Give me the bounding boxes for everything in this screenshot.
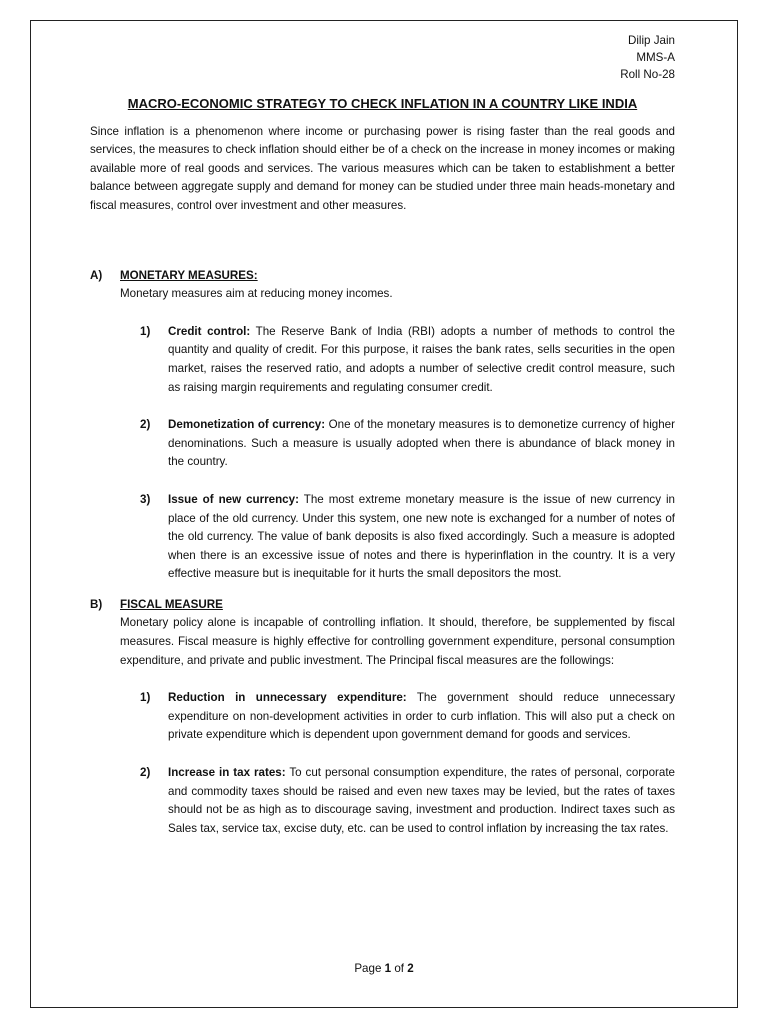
section-b-lead: Monetary policy alone is incapable of controlling inflation. It should, therefore, be supplemented by fiscal measures. Fiscal measure is highly effective for controlling government expenditure, personal consumption expenditure, and private and public investment. The Principal fiscal measures are the followings:	[120, 616, 675, 667]
page-footer	[0, 962, 768, 975]
item-text	[168, 323, 675, 397]
section-a-letter: A)	[90, 268, 103, 282]
item-body: One of the monetary measures is to demonetize currency of higher denominations. Such a measure is usually adopted when there is abundance of black money in the country.	[168, 418, 675, 469]
item-body: The government should reduce unnecessary expenditure on non-development activities in order to curb inflation. This will also put a check on private expenditure which is dependent upon government demand for goods and services.	[168, 691, 675, 742]
item-text	[168, 416, 675, 472]
section-a-body	[120, 285, 675, 584]
item-label: Demonetization of currency:	[168, 418, 326, 432]
footer-middle: of	[391, 962, 408, 975]
list-item	[140, 764, 675, 838]
item-number: 2)	[140, 766, 151, 780]
list-item	[140, 323, 675, 397]
document-title: MACRO-ECONOMIC STRATEGY TO CHECK INFLATION IN A COUNTRY LIKE INDIA	[127, 96, 638, 111]
item-body: The most extreme monetary measure is the issue of new currency in place of the old currency. Under this system, one new note is exchanged for a number of notes of the old currency. The value of bank deposits is also fixed accordingly. Such a measure is adopted when there is an excessive issue of notes and there is hyperinflation in the country. It is a very effective measure but is inequitable for it hurts the small depositors the most.	[168, 492, 675, 581]
document-body	[90, 32, 675, 838]
item-body: The Reserve Bank of India (RBI) adopts a number of methods to control the quantity and quality of credit. For this purpose, it raises the bank rates, sells securities in the open market, raises the reserved ratio, and adopts a number of selective credit control measure, such as raising margin requirements and regulating consumer credit.	[168, 324, 675, 394]
item-label: Increase in tax rates:	[168, 766, 286, 780]
item-text	[168, 491, 675, 584]
section-b-name: FISCAL MEASURE	[120, 597, 223, 611]
author-name: Dilip Jain	[627, 34, 675, 47]
item-label: Issue of new currency:	[168, 492, 299, 506]
footer-prefix: Page	[354, 962, 385, 975]
item-text	[168, 764, 675, 838]
list-item	[140, 689, 675, 745]
footer-current-page: 1	[384, 962, 392, 975]
section-b-heading	[90, 596, 675, 615]
section-b-letter: B)	[90, 597, 103, 611]
author-class: MMS-A	[636, 51, 675, 64]
section-b-body	[120, 614, 675, 838]
list-item	[140, 491, 675, 584]
section-a-name: MONETARY MEASURES:	[120, 268, 258, 282]
section-a-lead: Monetary measures aim at reducing money incomes.	[120, 287, 393, 301]
item-label: Reduction in unnecessary expenditure:	[168, 691, 407, 705]
author-block	[90, 32, 675, 83]
item-body: To cut personal consumption expenditure, the rates of personal, corporate and commodity taxes should be raised and even new taxes may be levied, but the rates of taxes should not be as high as to discourage saving, investment and production. Indirect taxes such as Sales tax, service tax, excise duty, etc. can be used to control inflation by increasing the tax rates.	[168, 766, 675, 835]
item-number: 1)	[140, 324, 151, 338]
author-roll: Roll No-28	[620, 68, 675, 81]
item-number: 2)	[140, 418, 151, 432]
section-a-heading	[90, 267, 675, 286]
item-label: Credit control:	[168, 324, 251, 338]
intro-paragraph: Since inflation is a phenomenon where income or purchasing power is rising faster than the real goods and services, the measures to check inflation should either be of a check on the increase in money incomes or making available more of real goods and services. The various measures which can be taken to establishment a better balance between aggregate supply and demand for money can be studied under three main heads-monetary and fiscal measures, control over investment and other measures.	[90, 124, 675, 212]
list-item	[140, 416, 675, 472]
item-number: 3)	[140, 492, 151, 506]
footer-total-pages: 2	[407, 962, 414, 975]
item-text	[168, 689, 675, 745]
item-number: 1)	[140, 691, 151, 705]
